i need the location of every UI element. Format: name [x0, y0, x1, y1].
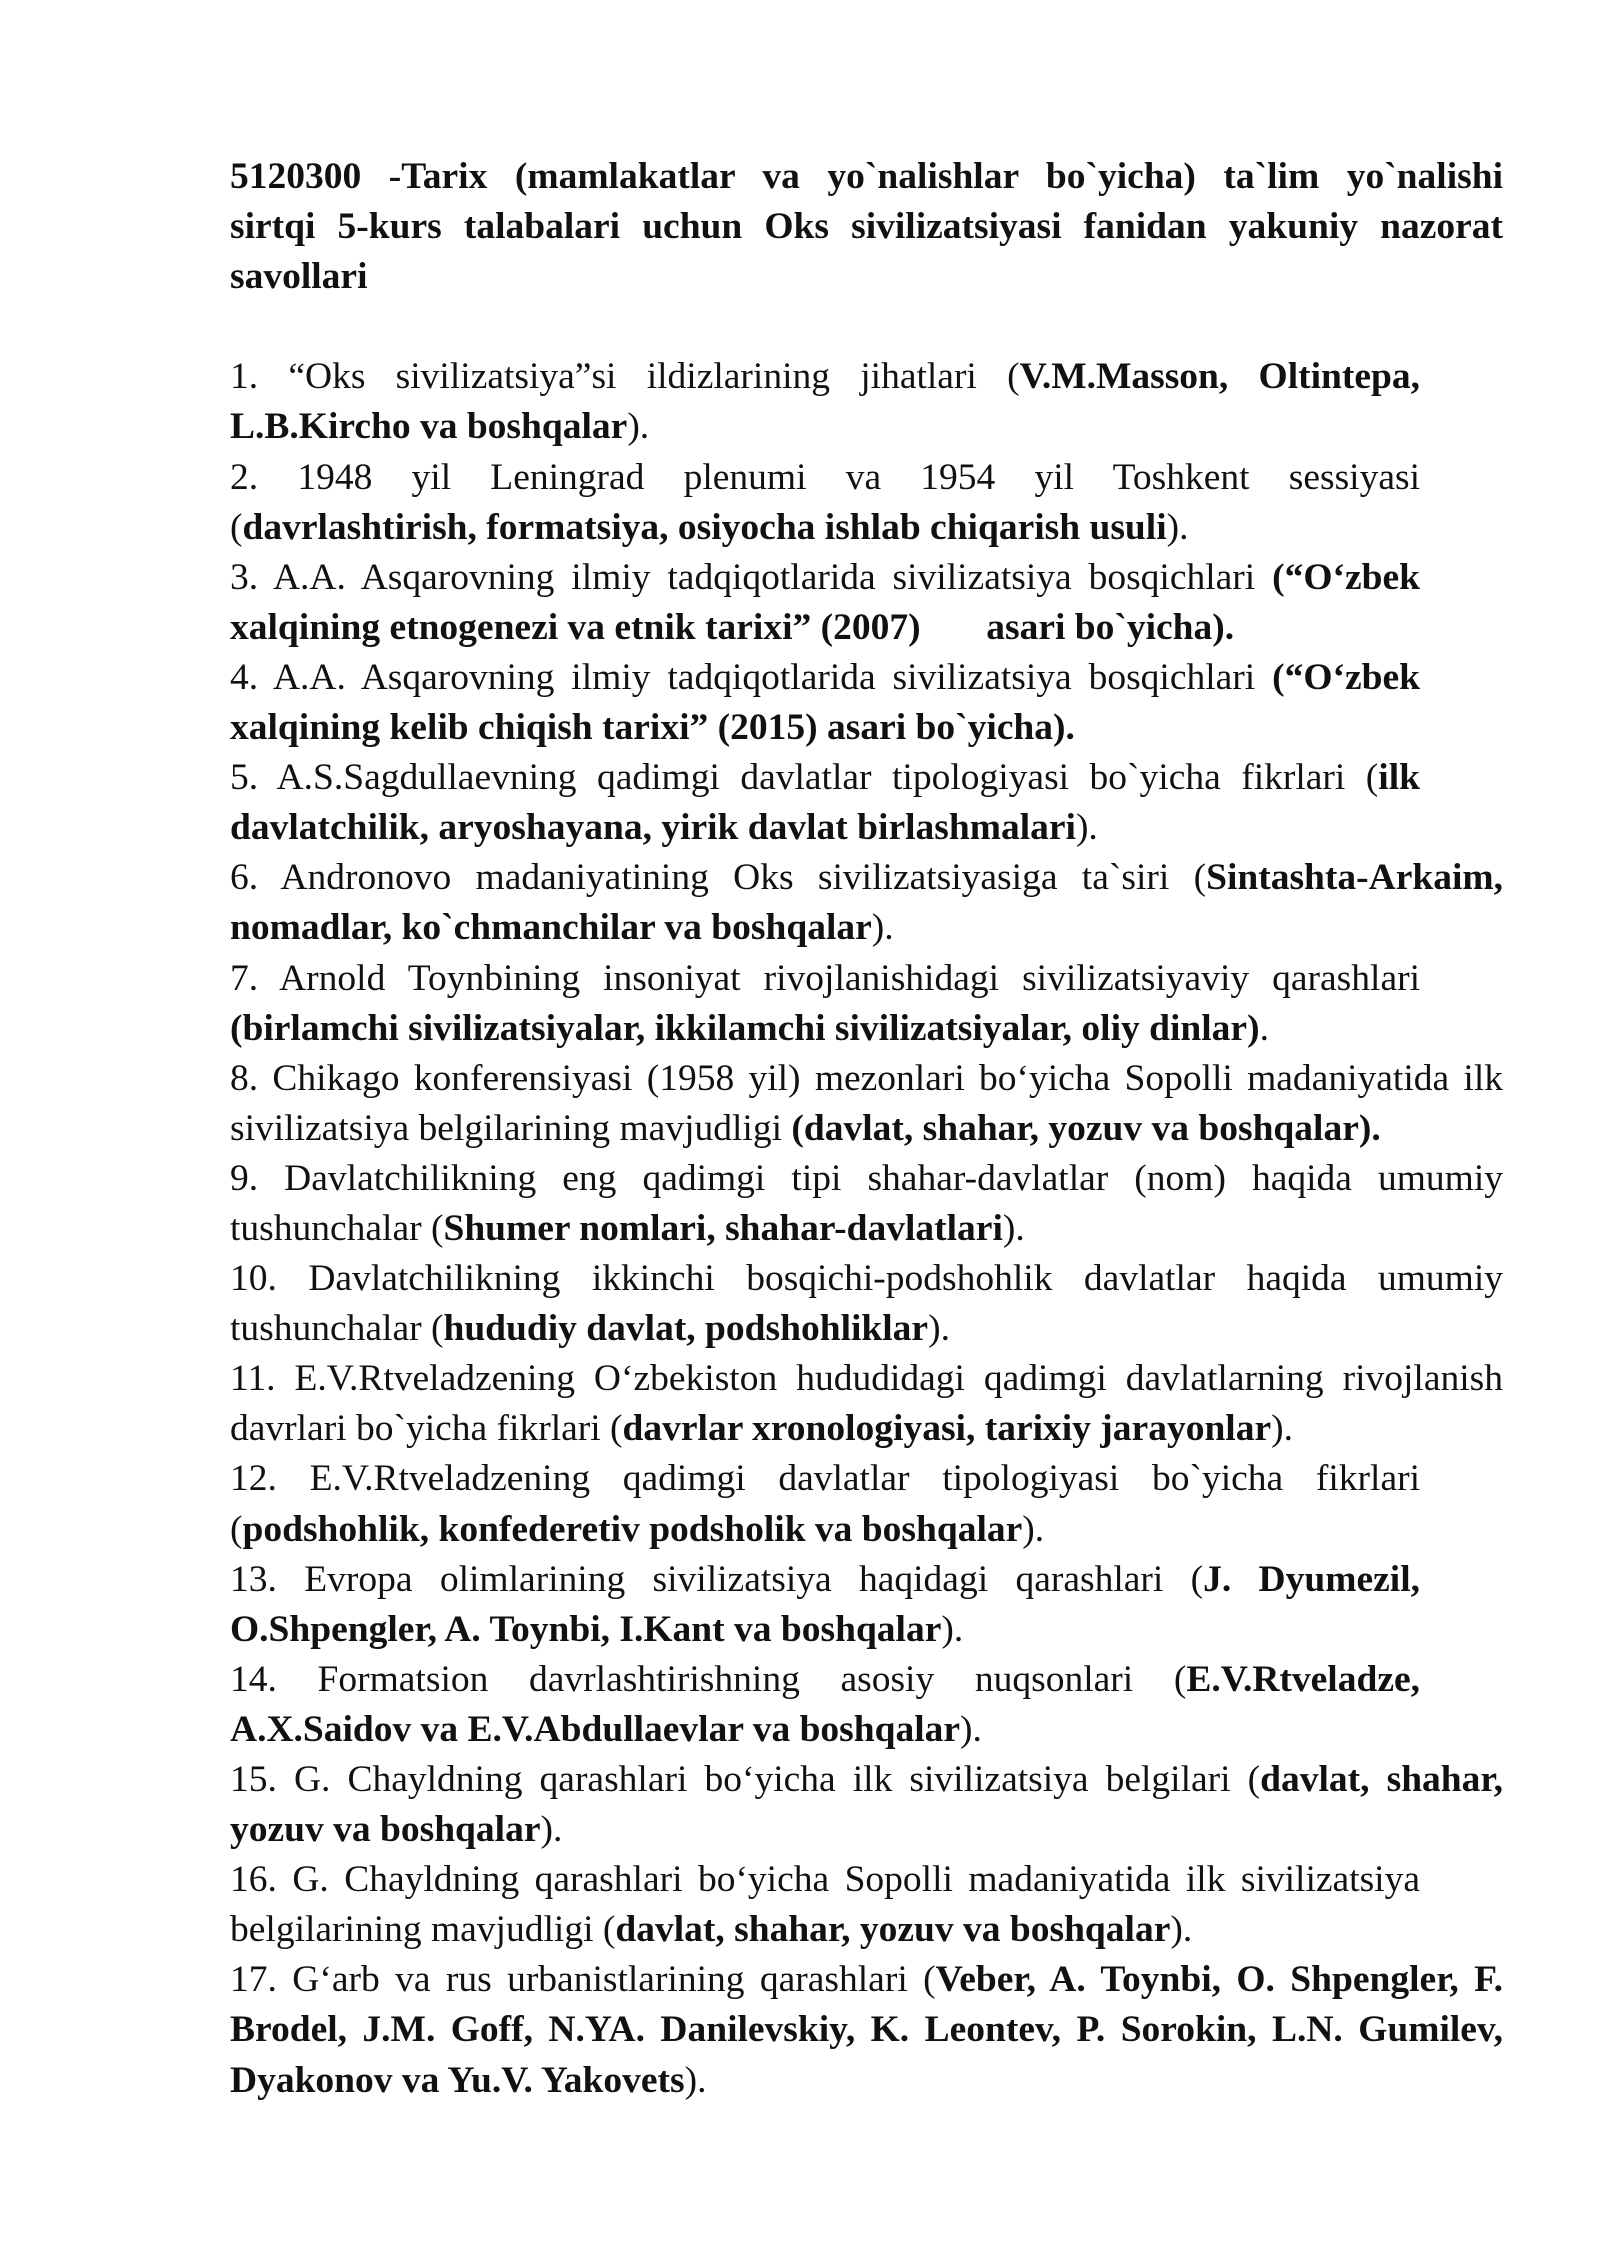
bold-text-segment: (“O‘zbek — [1272, 556, 1420, 598]
question-item — [230, 352, 1503, 452]
text-line — [230, 703, 1420, 753]
text-segment: ). — [960, 1708, 982, 1750]
text-segment: 6. Andronovo madaniyatining Oks sivilizatsiyasiga ta`siri ( — [230, 857, 1207, 899]
text-line — [230, 1555, 1420, 1605]
text-segment: ). — [1022, 1508, 1045, 1550]
text-segment: 7. Arnold Toynbining insoniyat rivojlanishidagi sivilizatsiyaviy qarashlari — [230, 957, 1420, 999]
question-item — [230, 954, 1503, 1054]
text-segment: ). — [1002, 1207, 1025, 1249]
text-line — [230, 553, 1420, 603]
bold-text-segment: davlat, shahar, — [1260, 1759, 1503, 1800]
text-segment: ). — [1271, 1408, 1293, 1450]
text-line — [230, 1705, 1420, 1755]
bold-text-segment: nomadlar, ko`chmanchilar va boshqalar — [230, 907, 872, 949]
bold-text-segment: E.V.Rtveladze, — [1186, 1658, 1420, 1700]
text-line — [230, 352, 1420, 402]
text-segment: 13. Evropa olimlarining sivilizatsiya haqidagi qarashlari ( — [230, 1558, 1204, 1600]
text-segment: 16. G. Chayldning qarashlari bo‘yicha Sopolli madaniyatida ilk sivilizatsiya — [230, 1859, 1420, 1901]
text-line — [230, 1505, 1420, 1555]
bold-text-segment: yozuv va boshqalar — [230, 1809, 541, 1851]
text-line — [230, 1304, 1503, 1354]
bold-text-segment: O.Shpengler, A. Toynbi, I.Kant va boshqalar — [230, 1608, 942, 1650]
bold-text-segment: (birlamchi sivilizatsiyalar, ikkilamchi sivilizatsiyalar, oliy dinlar) — [230, 1007, 1260, 1049]
text-line — [230, 1054, 1503, 1104]
text-line — [230, 954, 1420, 1004]
text-line — [230, 1254, 1503, 1304]
question-item — [230, 1955, 1503, 2105]
bold-text-segment: davlat, shahar, yozuv va boshqalar — [615, 1909, 1171, 1951]
bold-text-segment: V.M.Masson, Oltintepa, — [1019, 356, 1420, 398]
bold-text-segment: Shumer nomlari, shahar-davlatlari — [443, 1207, 1003, 1249]
bold-text-segment: davrlashtirish, formatsiya, osiyocha ishlab chiqarish usuli — [242, 506, 1167, 548]
question-item — [230, 1154, 1503, 1254]
text-line — [230, 503, 1420, 553]
text-segment: ). — [928, 1308, 950, 1350]
bold-text-segment: xalqining kelib chiqish tarixi” (2015) asari bo`yicha). — [230, 707, 1075, 749]
question-item — [230, 1054, 1503, 1154]
bold-text-segment: J. Dyumezil, — [1203, 1558, 1420, 1600]
bold-text-segment: podshohlik, konfederetiv podsholik va boshqalar — [242, 1508, 1023, 1550]
text-line — [230, 853, 1503, 903]
question-item — [230, 753, 1503, 853]
text-segment: sivilizatsiya belgilarining mavjudligi — [230, 1107, 792, 1149]
question-item — [230, 1254, 1503, 1354]
text-segment: 3. A.A. Asqarovning ilmiy tadqiqotlarida sivilizatsiya bosqichlari — [230, 556, 1273, 598]
bold-text-segment: Dyakonov va Yu.V. Yakovets — [230, 2059, 685, 2101]
question-item — [230, 1454, 1503, 1554]
bold-text-segment: xalqining etnogenezi va etnik tarixi” (2007) asari bo`yicha). — [230, 606, 1235, 648]
text-segment: 9. Davlatchilikning eng qadimgi tipi shahar-davlatlar (nom) haqida umumiy — [230, 1157, 1503, 1199]
text-segment: 14. Formatsion davrlashtirishning asosiy nuqsonlari ( — [230, 1658, 1187, 1700]
question-item — [230, 1755, 1503, 1855]
text-segment: 8. Chikago konferensiyasi (1958 yil) mezonlari bo‘yicha Sopolli madaniyatida ilk — [230, 1057, 1503, 1099]
text-line — [230, 653, 1420, 703]
text-segment: 11. E.V.Rtveladzening O‘zbekiston hududidagi qadimgi davlatlarning rivojlanish — [230, 1358, 1503, 1400]
text-segment: ). — [941, 1608, 964, 1650]
bold-text-segment: ilk — [1378, 757, 1420, 799]
text-segment: 2. 1948 yil Leningrad plenumi va 1954 yil Toshkent sessiyasi — [230, 456, 1420, 498]
bold-text-segment: (“O‘zbek — [1272, 656, 1420, 698]
text-line — [230, 2056, 1503, 2106]
text-segment: ( — [230, 506, 243, 548]
text-line — [230, 2005, 1503, 2055]
text-segment: ). — [684, 2059, 707, 2101]
bold-text-segment: A.X.Saidov va E.V.Abdullaevlar va boshqalar — [230, 1708, 961, 1750]
text-segment: ). — [1170, 1909, 1193, 1951]
text-segment: ). — [1166, 506, 1189, 548]
question-item — [230, 1354, 1503, 1454]
bold-text-segment: L.B.Kircho va boshqalar — [230, 406, 628, 448]
text-segment: 5. A.S.Sagdullaevning qadimgi davlatlar tipologiyasi bo`yicha fikrlari ( — [230, 757, 1379, 799]
title-line: savollari — [230, 256, 368, 298]
text-segment: ). — [540, 1809, 563, 1851]
document-body — [230, 152, 1503, 2106]
bold-text-segment: hududiy davlat, podshohliklar — [443, 1308, 929, 1350]
text-line — [230, 803, 1420, 853]
text-segment: 4. A.A. Asqarovning ilmiy tadqiqotlarida sivilizatsiya bosqichlari — [230, 656, 1273, 698]
question-item — [230, 1655, 1503, 1755]
question-item — [230, 1855, 1503, 1955]
bold-text-segment: (davlat, shahar, yozuv va boshqalar). — [791, 1107, 1381, 1149]
text-segment: 1. “Oks sivilizatsiya”si ildizlarining jihatlari ( — [230, 356, 1020, 398]
text-line — [230, 1605, 1420, 1655]
text-line — [230, 453, 1420, 503]
text-line — [230, 1154, 1503, 1204]
text-segment: ). — [871, 907, 894, 949]
text-segment: ( — [230, 1508, 243, 1550]
text-segment: ). — [1075, 807, 1098, 849]
title-line: sirtqi 5-kurs talabalari uchun Oks sivilizatsiyasi fanidan yakuniy nazorat — [230, 206, 1503, 248]
text-line — [230, 1805, 1503, 1855]
question-item — [230, 453, 1503, 553]
question-item — [230, 1555, 1503, 1655]
text-line — [230, 1855, 1420, 1905]
text-line — [230, 1905, 1420, 1955]
text-segment: 10. Davlatchilikning ikkinchi bosqichi-podshohlik davlatlar haqida umumiy — [230, 1258, 1503, 1300]
text-segment: 15. G. Chayldning qarashlari bo‘yicha ilk sivilizatsiya belgilari ( — [230, 1759, 1261, 1800]
document-title — [230, 152, 1503, 302]
text-segment: ). — [627, 406, 650, 448]
text-line — [230, 1655, 1420, 1705]
bold-text-segment: Sintashta-Arkaim, — [1206, 857, 1503, 899]
text-segment: tushunchalar ( — [230, 1207, 444, 1249]
text-segment: davrlari bo`yicha fikrlari ( — [230, 1408, 623, 1450]
text-line — [230, 1454, 1420, 1504]
text-segment: 17. G‘arb va rus urbanistlarining qarashlari ( — [230, 1959, 936, 2001]
bold-text-segment: Brodel, J.M. Goff, N.YA. Danilevskiy, K. Leontev, P. Sorokin, L.N. Gumilev, — [230, 2009, 1503, 2051]
title-line: 5120300 -Tarix (mamlakatlar va yo`nalishlar bo`yicha) ta`lim yo`nalishi — [230, 156, 1503, 197]
text-line — [230, 903, 1503, 953]
text-line — [230, 1004, 1420, 1054]
question-item — [230, 853, 1503, 953]
text-segment: . — [1259, 1007, 1269, 1049]
text-line — [230, 1204, 1503, 1254]
text-segment: belgilarining mavjudligi ( — [230, 1909, 616, 1951]
text-line — [230, 753, 1420, 803]
text-line — [230, 603, 1420, 653]
bold-text-segment: davlatchilik, aryoshayana, yirik davlat birlashmalari — [230, 807, 1076, 849]
question-item — [230, 653, 1503, 753]
text-line — [230, 1755, 1503, 1805]
bold-text-segment: davrlar xronologiyasi, tarixiy jarayonlar — [622, 1408, 1272, 1450]
text-segment: tushunchalar ( — [230, 1308, 444, 1350]
question-item — [230, 553, 1503, 653]
text-segment: 12. E.V.Rtveladzening qadimgi davlatlar tipologiyasi bo`yicha fikrlari — [230, 1458, 1420, 1500]
text-line — [230, 1354, 1503, 1404]
bold-text-segment: Veber, A. Toynbi, O. Shpengler, F. — [935, 1959, 1503, 2001]
text-line — [230, 1404, 1503, 1454]
text-line — [230, 1955, 1503, 2005]
text-line — [230, 1104, 1503, 1154]
text-line — [230, 402, 1420, 452]
